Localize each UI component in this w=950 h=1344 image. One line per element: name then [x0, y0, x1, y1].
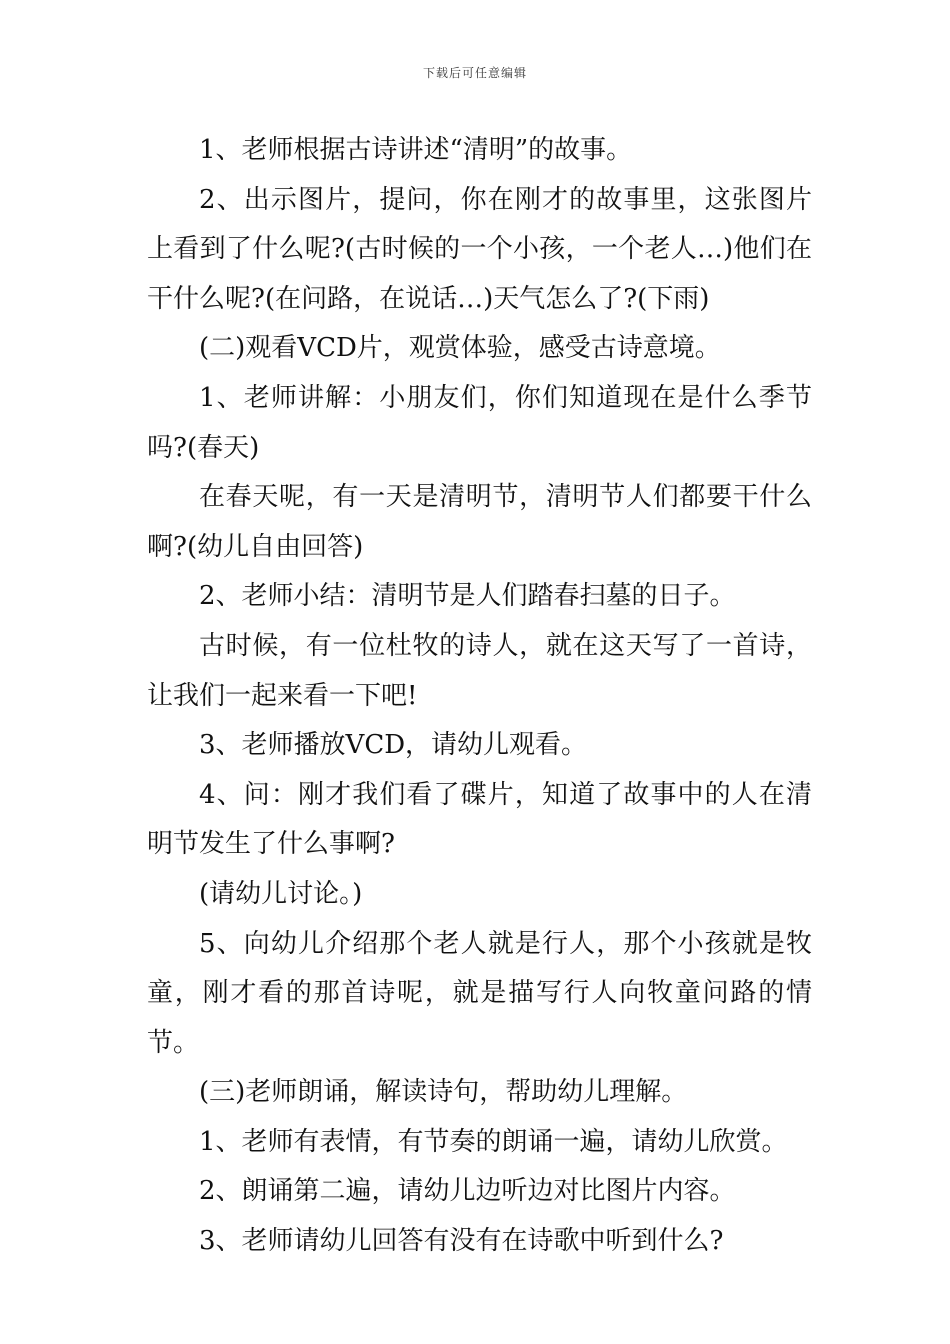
paragraph: 5、向幼儿介绍那个老人就是行人，那个小孩就是牧童，刚才看的那首诗呢，就是描写行人向牧童问路的情节。 [147, 928, 812, 1058]
paragraph: 1、老师根据古诗讲述“清明”的故事。 [199, 135, 633, 165]
paragraph: 2、老师小结：清明节是人们踏春扫墓的日子。 [199, 581, 736, 612]
paragraph: 古时候，有一位杜牧的诗人，就在这天写了一首诗，让我们一起来看一下吧! [147, 630, 812, 711]
paragraph: 3、老师请幼儿回答有没有在诗歌中听到什么? [199, 1226, 724, 1257]
document-body [147, 126, 812, 1267]
paragraph: (三)老师朗诵，解读诗句，帮助幼儿理解。 [199, 1077, 688, 1108]
page-header: 下载后可任意编辑 [422, 66, 527, 80]
paragraph: (二)观看VCD片，观赏体验，感受古诗意境。 [199, 333, 721, 364]
paragraph: 在春天呢，有一天是清明节，清明节人们都要干什么啊?(幼儿自由回答) [147, 482, 812, 562]
paragraph: 2、朗诵第二遍，请幼儿边听边对比图片内容。 [199, 1176, 736, 1207]
paragraph: (请幼儿讨论。) [199, 878, 363, 909]
paragraph: 1、老师讲解：小朋友们，你们知道现在是什么季节吗?(春天) [147, 382, 812, 463]
paragraph: 4、问：刚才我们看了碟片，知道了故事中的人在清明节发生了什么事啊? [147, 779, 812, 860]
paragraph: 2、出示图片，提问，你在刚才的故事里，这张图片上看到了什么呢?(古时候的一个小孩，一个老人…)他们在干什么呢?(在问路，在说话…)天气怎么了?(下雨) [147, 184, 812, 314]
paragraph: 1、老师有表情，有节奏的朗诵一遍，请幼儿欣赏。 [199, 1126, 788, 1157]
paragraph: 3、老师播放VCD，请幼儿观看。 [199, 730, 588, 761]
